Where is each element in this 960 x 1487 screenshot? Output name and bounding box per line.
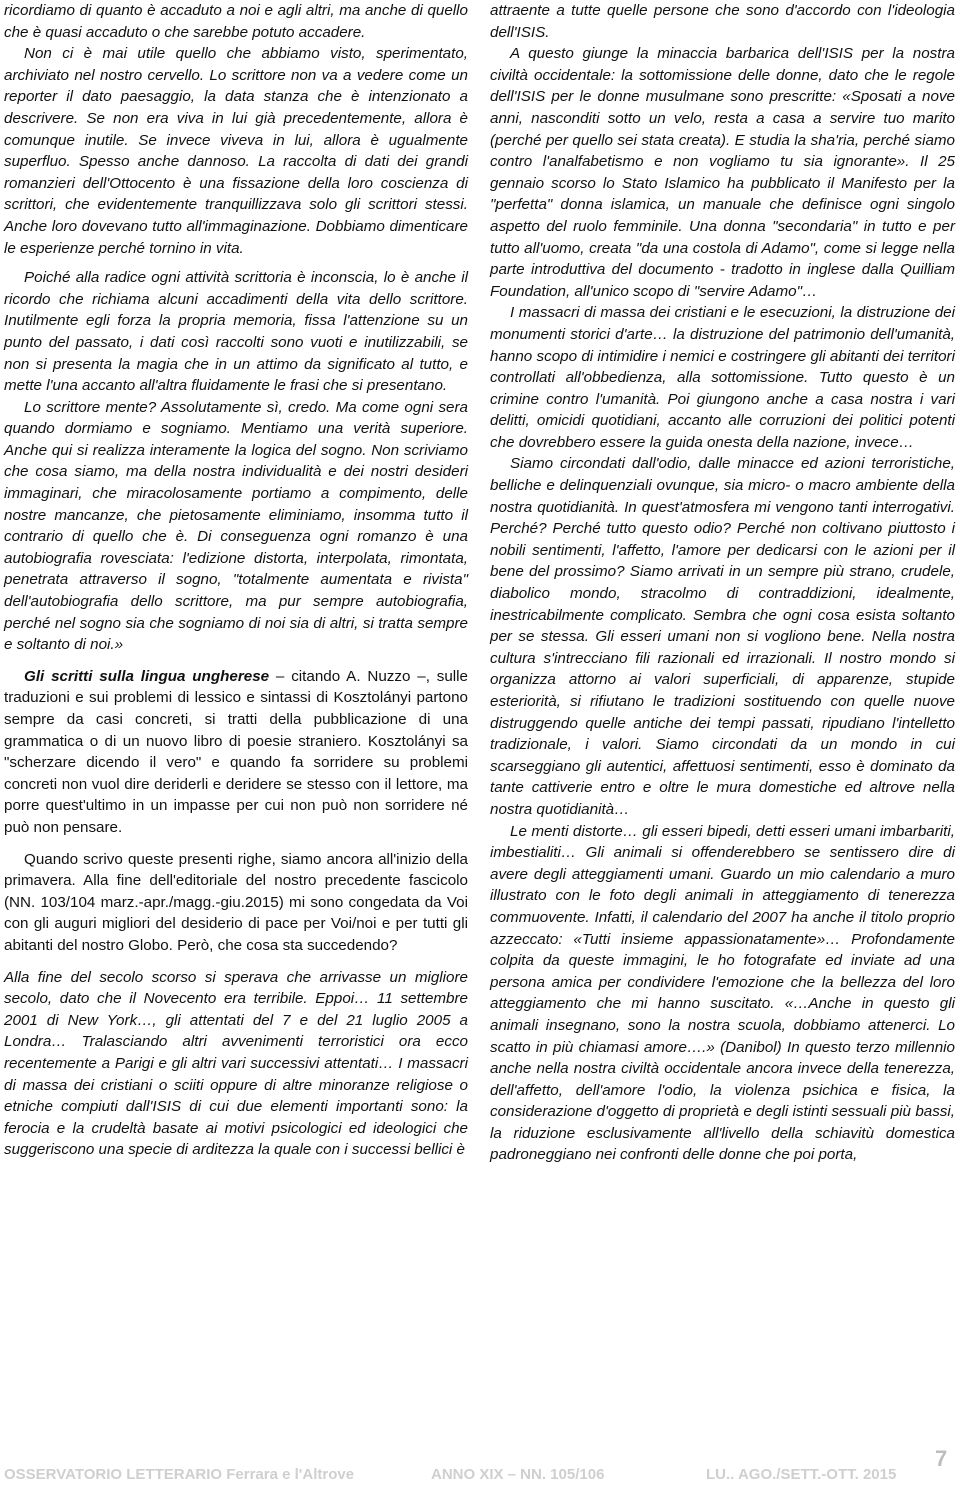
left-paragraph-4: Lo scrittore mente? Assolutamente sì, credo. Ma come ogni sera quando dormiamo e sogniamo. Mentiamo una verità superiore. Anche qui si realizza interamente la logica del sogno. Non scriviamo che cosa siamo, ma della nostra individualità e dei nostri desideri immaginari, che miracolosamente portiamo a compimento, delle nostre mancanze, che pietosamente eliminiamo, insomma tutto il contrario di quello che è. Di conseguenza ogni romanzo è una autobiografia rovesciata: l'edizione distorta, interpolata, rimontata, penetrata attraverso il sogno, "totalmente aumentata e rivista" dell'autobiografia dello scrittore, ma pur sempre autobiografia, perché nel sogno sia che sogniamo di noi sia di altri, si tratta sempre e soltanto di noi.» [4, 398, 468, 654]
footer-issue: ANNO XIX – NN. 105/106 [431, 1466, 605, 1483]
right-paragraph-1: attraente a tutte quelle persone che sono d'accordo con l'ideologia dell'ISIS. [490, 2, 955, 41]
right-column [490, 0, 955, 1166]
left-paragraph-3: Poiché alla radice ogni attività scrittoria è inconscia, lo è anche il ricordo che richiama alcuni accadimenti della vita dello scrittore. Inutilmente egli forza la propria memoria, fissa l'attenzione su un punto del passato, i dati così raccolti sono vuoti e inutilizzabili, se non si presenta la magia che in un attimo da significato al tutto, e mette l'una accanto all'altra fluidamente le frasi che si presentano. [4, 269, 468, 395]
right-paragraph-5: Le menti distorte… gli esseri bipedi, detti esseri umani imbarbariti, imbestialiti… Gli animali si offenderebbero se sentissero dire di avere degli atteggiamenti umani. Guardo un mio calendario a muro illustrato con le foto degli animali in atteggiamento di tenerezza commuovente. Infatti, il calendario del 2007 ha anche il titolo proprio azzeccato: «Tutti insieme appassionatamente»… Profondamente colpita da queste immagini, le ho fotografate ed inviate ad una persona amica per condividere l'emozione che la bellezza del loro atteggiamento che mi hanno suscitato. «…Anche in questo gli animali insegnano, sono la nostra scuola, dobbiamo attenerci. Lo scatto in più chiamasi amore….» (Danibol) In questo terzo millennio anche nella nostra civiltà occidentale ancora invece della tenerezza, dell'affetto, dell'amore l'odio, la violenza psichica e fisica, la considerazione d'oggetto di proprietà e degli istinti sessuali più bassi, la riduzione esclusivamente all'livello della schiavitù domestica padroneggiano nei confronti delle donne che poi porta, [490, 822, 955, 1164]
left-paragraph-5-text: – citando A. Nuzzo –, sulle traduzioni e sui problemi di lessico e sintassi di Kosztolányi partono sempre da casi concreti, si tratti della pubblicazione di una grammatica o di un nuovo libro di poesie straniero. Kosztolányi sa "scherzare dicendo il vero" e quando fa sorridere su problemi concreti non vuol dire deriderli e deridere se stesso con il lettore, ma porre quest'ultimo in un impasse per cui non può non sorridere né può non pensare. [4, 667, 468, 836]
section-heading: Gli scritti sulla lingua ungherese [24, 667, 270, 685]
left-paragraph-7: Alla fine del secolo scorso si sperava che arrivasse un migliore secolo, dato che il Novecento era terribile. Eppoi… 11 settembre 2001 di New York…, gli attentati del 7 e del 21 luglio 2005 a Londra… Tralasciando altri avvenimenti terroristici ora ecco recentemente a Parigi e gli altri vari successivi attentati… I massacri di massa dei cristiani o sciiti oppure di altre minoranze religiose o etniche compiuti dall'ISIS di cui due elementi importanti sono: la ferocia e la crudeltà basate ai motivi psicologici ed ideologici che suggeriscono una specie di arditezza la quale con i successi bellici è [4, 968, 468, 1159]
left-paragraph-1: ricordiamo di quanto è accaduto a noi e agli altri, ma anche di quello che è quasi accaduto o che sarebbe potuto accadere. [4, 2, 468, 41]
right-paragraph-3: I massacri di massa dei cristiani e le esecuzioni, la distruzione dei monumenti storici d'arte… la distruzione del patrimonio dell'umanità, hanno scopo di intimidire i nemici e costringere gli abitanti dei territori controllati all'obbedienza, alla sottomissione. Tutto questo è un crimine contro l'umanità. Poi giungono anche a casa nostra i vari delitti, omicidi quotidiani, accanto alle corruzioni dei politici potenti che dovrebbero essere la guida onesta della nazione, invece… [490, 304, 955, 451]
footer-date: LU.. AGO./SETT.-OTT. 2015 [706, 1466, 897, 1483]
left-paragraph-5 [4, 666, 468, 839]
left-paragraph-6: Quando scrivo queste presenti righe, siamo ancora all'inizio della primavera. Alla fine dell'editoriale del nostro precedente fascicolo (NN. 103/104 marz.-apr./magg.-giu.2015) mi sono congedata da Voi con gli auguri migliori del desiderio di pace per Voi/noi e per tutti gli abitanti del nostro Globo. Però, che cosa sta succedendo? [4, 850, 468, 954]
right-paragraph-2: A questo giunge la minaccia barbarica dell'ISIS per la nostra civiltà occidentale: la sottomissione delle donne, dato che le regole dell'ISIS per le donne musulmane sono prescritte: «Sposati a nove anni, nasconditi sotto un velo, resta a casa a servire tuo marito (perché per quello sei stata creata). E studia la sha'ria, perché siamo contro l'analfabetismo e non vogliamo tu sia ignorante». Il 25 gennaio scorso lo Stato Islamico ha pubblicato il Manifesto per la "perfetta" donna islamica, un manuale che definisce ogni singolo aspetto del ruolo femminile. Una donna "secondaria" in tutto e per tutto all'uomo, creata "da una costola di Adamo", come si legge nella parte introduttiva del documento - tradotto in inglese dalla Quilliam Foundation, all'unico scopo di "servire Adamo"… [490, 45, 955, 300]
page-number: 7 [935, 1446, 948, 1471]
left-paragraph-2: Non ci è mai utile quello che abbiamo visto, sperimentato, archiviato nel nostro cervello. Lo scrittore non va a vedere come un reporter il dato paesaggio, la data stanza che è intenzionato a descrivere. Se non era viva in lui già precedentemente, allora è comunque inutile. Se invece viveva in lui, allora è ugualmente superfluo. Spesso anche dannoso. La raccolta di dati dei grandi romanzieri dell'Ottocento è una fissazione della loro coscienza di scrittori, che evidentemente tranquillizzava solo gli scrittori stessi. Anche loro dovevano tutto all'immaginazione. Dobbiamo dimenticare le esperienze perché tornino in vita. [4, 45, 468, 257]
left-column [4, 0, 468, 1161]
footer-publication: OSSERVATORIO LETTERARIO Ferrara e l'Altrove [4, 1466, 355, 1483]
page-footer [0, 1446, 960, 1487]
right-paragraph-4: Siamo circondati dall'odio, dalle minacce ed azioni terroristiche, belliche e delinquenziali ovunque, sia micro- o macro ambiente della nostra quotidianità. In quest'atmosfera mi vengono tanti interrogativi. Perché? Perché tutto questo odio? Perché non coltivano piuttosto i nobili sentimenti, l'affetto, l'amore per dedicarsi con le azioni per il bene del prossimo? Siamo arrivati in un sempre più strano, crudele, diabolico mondo, stracolmo di contraddizioni, idealmente, inestricabilmente complicato. Sembra che ogni cosa esista soltanto per se stessa. Gli esseri umani non si vogliono bene. Nella nostra cultura s'intrecciano fili razionali ed irrazionali. Il nostro mondo si organizza attorno ai valori superficiali, di apparenze, stupide esteriorità, si rifiutano le tradizioni sostituendo con quelle nuove distruggendo quelle antiche dei tempi passati, ripudiano l'intelletto tradizionale, i valori. Siamo circondati da un mondo in cui scarseggiano gli autentici, affettuosi sentimenti, esso è dominato da tante cattiverie entro e oltre le mura domestiche ed altrove nella nostra quotidianità… [490, 455, 955, 818]
